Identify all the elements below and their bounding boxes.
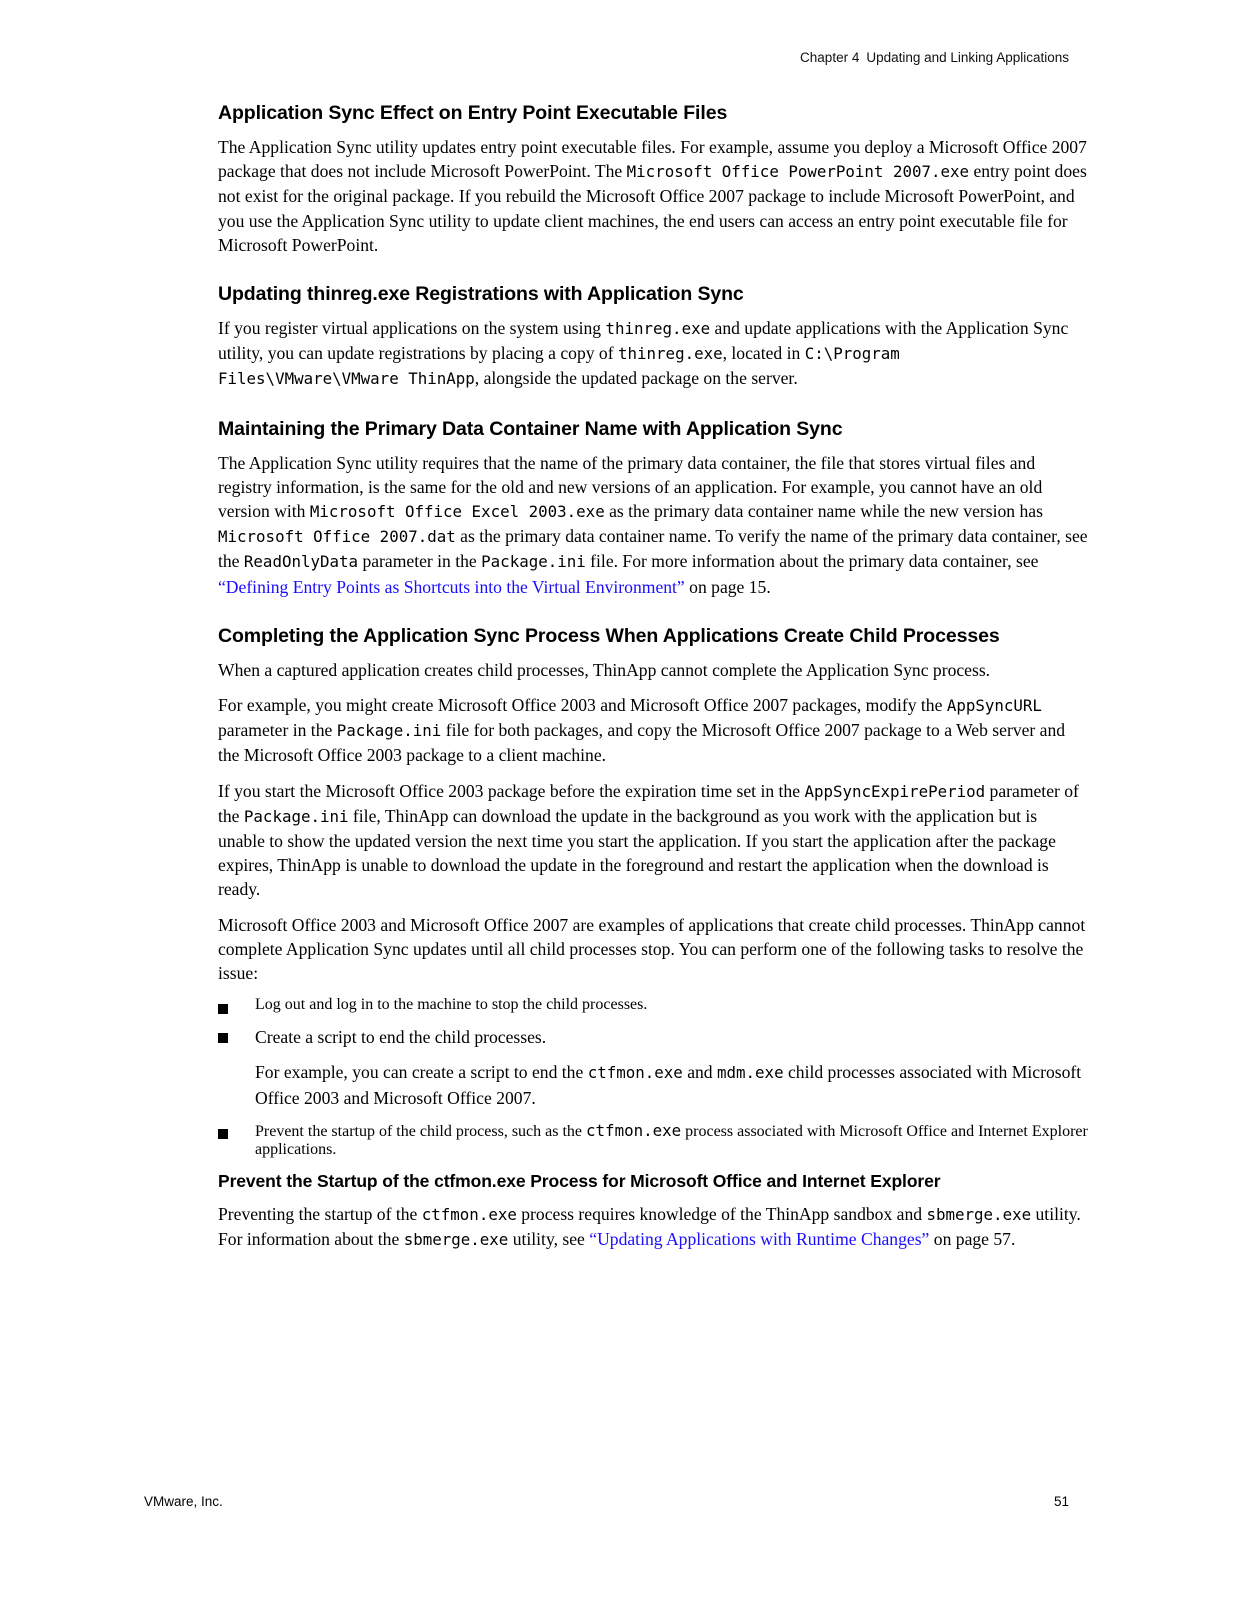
text: parameter in the — [358, 551, 482, 572]
paragraph: Microsoft Office 2003 and Microsoft Office 2007 are examples of applications that create child processes. ThinApp cannot complete Application Sync updates until all child processes stop. You can perform one of the following tasks to resolve the issue: — [218, 914, 1086, 984]
text: and update applications with the Application Sync utility, you can update registrations by placing a copy of — [218, 318, 1069, 364]
text: process requires knowledge of the ThinApp sandbox and — [516, 1203, 927, 1224]
code-text: Package.ini — [481, 552, 586, 572]
list-item — [218, 1121, 1088, 1159]
page-number: 51 — [1053, 1494, 1069, 1509]
text: on page 15. — [684, 576, 771, 597]
section-heading-app-sync-entry-points: Application Sync Effect on Entry Point Executable Files — [218, 102, 728, 124]
paragraph — [218, 316, 1088, 392]
page-content — [218, 101, 1088, 1263]
text: process associated with Microsoft Office and Internet Explorer applications. — [255, 1122, 1088, 1158]
chapter-number: Chapter 4 — [800, 50, 860, 65]
text: file for both packages, and copy the Microsoft Office 2007 package to a Web server and the Microsoft Office 2003 package to a client machine. — [218, 720, 1066, 766]
text: If you start the Microsoft Office 2003 package before the expiration time set in the — [218, 780, 805, 801]
text: If you register virtual applications on the system using — [218, 318, 606, 339]
list-item — [218, 996, 1088, 1014]
code-text: ctfmon.exe — [421, 1204, 517, 1224]
code-text: sbmerge.exe — [926, 1204, 1032, 1224]
subsection-heading-prevent-ctfmon: Prevent the Startup of the ctfmon.exe Process for Microsoft Office and Internet Explorer — [218, 1170, 941, 1191]
code-text: mdm.exe — [717, 1063, 784, 1083]
code-text: Microsoft Office 2007.dat — [218, 527, 456, 547]
text: file, ThinApp can download the update in the background as you work with the application but is unable to show the updated version the next time you start the application. If you start the application after the package expires, ThinApp is unable to download the update in the foreground and restart the application when the download is ready. — [218, 805, 1056, 900]
bullet-list — [218, 996, 1088, 1159]
paragraph — [218, 135, 1088, 257]
code-text: Package.ini — [336, 721, 442, 741]
code-text: ctfmon.exe — [586, 1120, 682, 1140]
text: entry point does not exist for the original package. If you rebuild the Microsoft Office 2007 package to include Microsoft PowerPoint, and you use the Application Sync utility to update client machines, the end users can access an entry point executable file for Microsoft PowerPoint. — [218, 161, 1087, 255]
footer-company: VMware, Inc. — [144, 1494, 223, 1509]
list-item-text: Create a script to end the child processes. — [255, 1027, 547, 1048]
text: as the primary data container name. To verify the name of the primary data container, see the — [218, 526, 1088, 572]
list-item-subparagraph — [255, 1060, 1088, 1109]
code-text: C:\Program Files\VMware\VMware ThinApp — [218, 344, 900, 389]
text: parameter in the — [218, 720, 337, 741]
running-header — [800, 50, 1069, 65]
code-text: Microsoft Office Excel 2003.exe — [309, 502, 605, 522]
code-text: sbmerge.exe — [403, 1230, 509, 1250]
code-text: Microsoft Office PowerPoint 2007.exe — [626, 162, 970, 182]
text: parameter of the — [218, 780, 1079, 826]
text: For example, you can create a script to end the — [255, 1062, 588, 1083]
square-bullet-icon — [218, 1004, 228, 1014]
paragraph — [218, 693, 1088, 768]
paragraph: When a captured application creates child processes, ThinApp cannot complete the Application Sync process. — [218, 659, 991, 680]
text: The Application Sync utility requires that the name of the primary data container, the file that stores virtual files and registry information, is the same for the old and new versions of an application. For example, you cannot have an old version with — [218, 452, 1043, 522]
text: file. For more information about the primary data container, see — [585, 551, 1039, 572]
text: child processes associated with Microsoft Office 2003 and Microsoft Office 2007. — [255, 1062, 1082, 1108]
text: Prevent the startup of the child process, such as the — [255, 1122, 587, 1140]
text: as the primary data container name while the new version has — [604, 501, 1043, 522]
text: , alongside the updated package on the server. — [474, 368, 798, 389]
text: The Application Sync utility updates entry point executable files. For example, assume you deploy a Microsoft Office 2007 package that does not include Microsoft PowerPoint. The — [218, 137, 1087, 182]
chapter-title: Updating and Linking Applications — [866, 50, 1069, 65]
cross-reference-link-entry-points[interactable]: “Defining Entry Points as Shortcuts into the Virtual Environment” — [218, 576, 685, 597]
cross-reference-link-runtime-changes[interactable]: “Updating Applications with Runtime Changes” — [589, 1229, 930, 1250]
text: utility. For information about the — [218, 1203, 1081, 1250]
list-item-text: Log out and log in to the machine to stop the child processes. — [255, 996, 648, 1014]
square-bullet-icon — [218, 1033, 228, 1043]
text: on page 57. — [929, 1229, 1016, 1250]
code-text: AppSyncURL — [946, 696, 1042, 716]
paragraph — [218, 451, 1088, 599]
text: , located in — [722, 343, 805, 364]
code-text: ctfmon.exe — [587, 1063, 683, 1083]
square-bullet-icon — [218, 1129, 228, 1139]
text: utility, see — [508, 1229, 590, 1250]
code-text: thinreg.exe — [605, 319, 711, 339]
code-text: Package.ini — [243, 806, 349, 826]
list-item — [218, 1025, 1088, 1110]
section-heading-child-processes: Completing the Application Sync Process When Applications Create Child Processes — [218, 624, 1000, 647]
section-heading-primary-data-container: Maintaining the Primary Data Container Name with Application Sync — [218, 417, 843, 440]
paragraph — [218, 779, 1088, 902]
code-text: ReadOnlyData — [243, 552, 359, 572]
text: and — [682, 1062, 717, 1083]
code-text: AppSyncExpirePeriod — [804, 781, 986, 801]
paragraph — [218, 1202, 1088, 1252]
section-heading-thinreg-registrations: Updating thinreg.exe Registrations with Application Sync — [218, 283, 744, 306]
text: For example, you might create Microsoft Office 2003 and Microsoft Office 2007 packages, modify the — [218, 695, 947, 716]
text: Preventing the startup of the — [218, 1203, 422, 1224]
code-text: thinreg.exe — [618, 344, 723, 364]
